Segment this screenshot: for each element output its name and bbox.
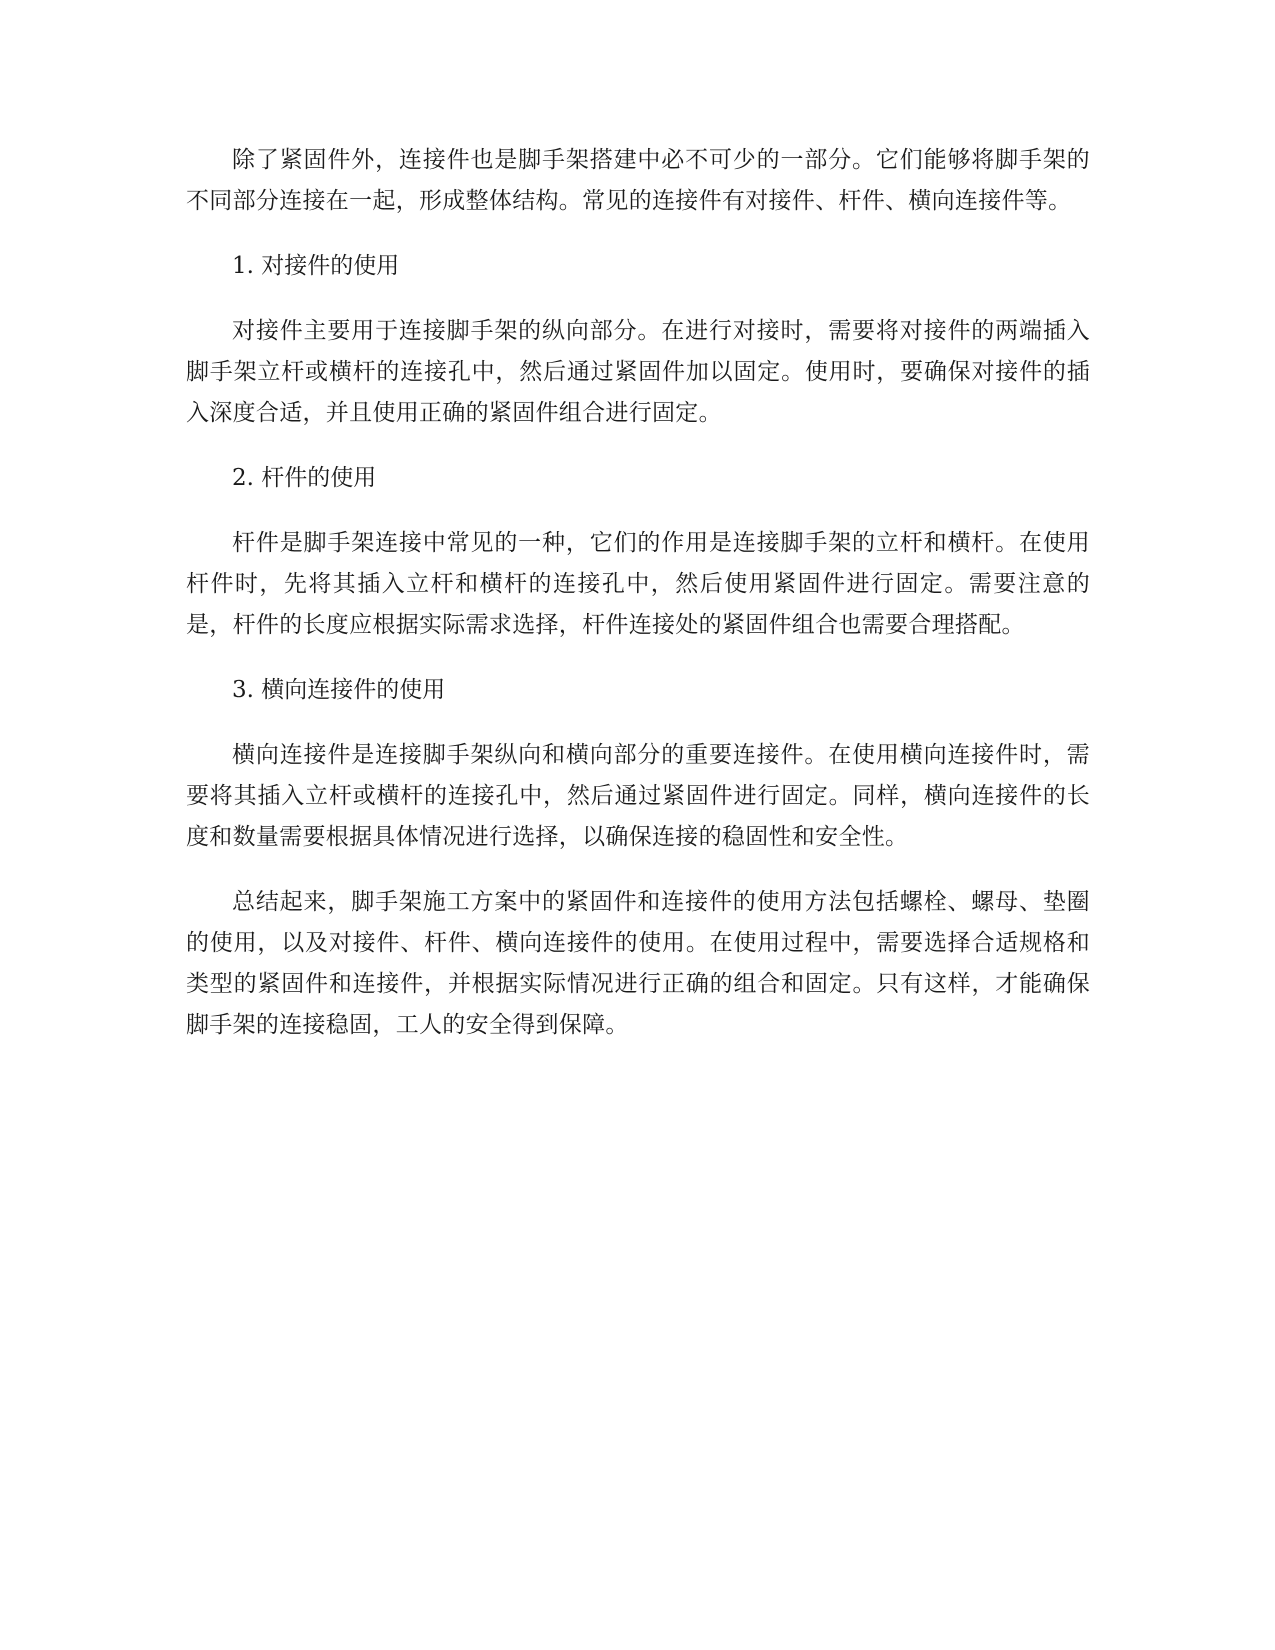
section-heading-butt-connector: 1. 对接件的使用 — [232, 253, 400, 279]
intro-paragraph: 除了紧固件外，连接件也是脚手架搭建中必不可少的一部分。它们能够将脚手架的不同部分连接在一起，形成整体结构。常见的连接件有对接件、杆件、横向连接件等。 — [186, 147, 1090, 214]
section-heading-rod: 2. 杆件的使用 — [232, 465, 377, 491]
rod-paragraph: 杆件是脚手架连接中常见的一种，它们的作用是连接脚手架的立杆和横杆。在使用杆件时，先将其插入立杆和横杆的连接孔中，然后使用紧固件进行固定。需要注意的是，杆件的长度应根据实际需求选择，杆件连接处的紧固件组合也需要合理搭配。 — [186, 530, 1090, 638]
document-page — [186, 140, 1090, 1070]
transverse-connector-paragraph: 横向连接件是连接脚手架纵向和横向部分的重要连接件。在使用横向连接件时，需要将其插入立杆或横杆的连接孔中，然后通过紧固件进行固定。同样，横向连接件的长度和数量需要根据具体情况进行选择，以确保连接的稳固性和安全性。 — [186, 742, 1090, 850]
summary-paragraph: 总结起来，脚手架施工方案中的紧固件和连接件的使用方法包括螺栓、螺母、垫圈的使用，以及对接件、杆件、横向连接件的使用。在使用过程中，需要选择合适规格和类型的紧固件和连接件，并根据实际情况进行正确的组合和固定。只有这样，才能确保脚手架的连接稳固，工人的安全得到保障。 — [186, 889, 1090, 1038]
butt-connector-paragraph: 对接件主要用于连接脚手架的纵向部分。在进行对接时，需要将对接件的两端插入脚手架立杆或横杆的连接孔中，然后通过紧固件加以固定。使用时，要确保对接件的插入深度合适，并且使用正确的紧固件组合进行固定。 — [186, 318, 1090, 426]
section-heading-transverse-connector: 3. 横向连接件的使用 — [232, 677, 446, 703]
